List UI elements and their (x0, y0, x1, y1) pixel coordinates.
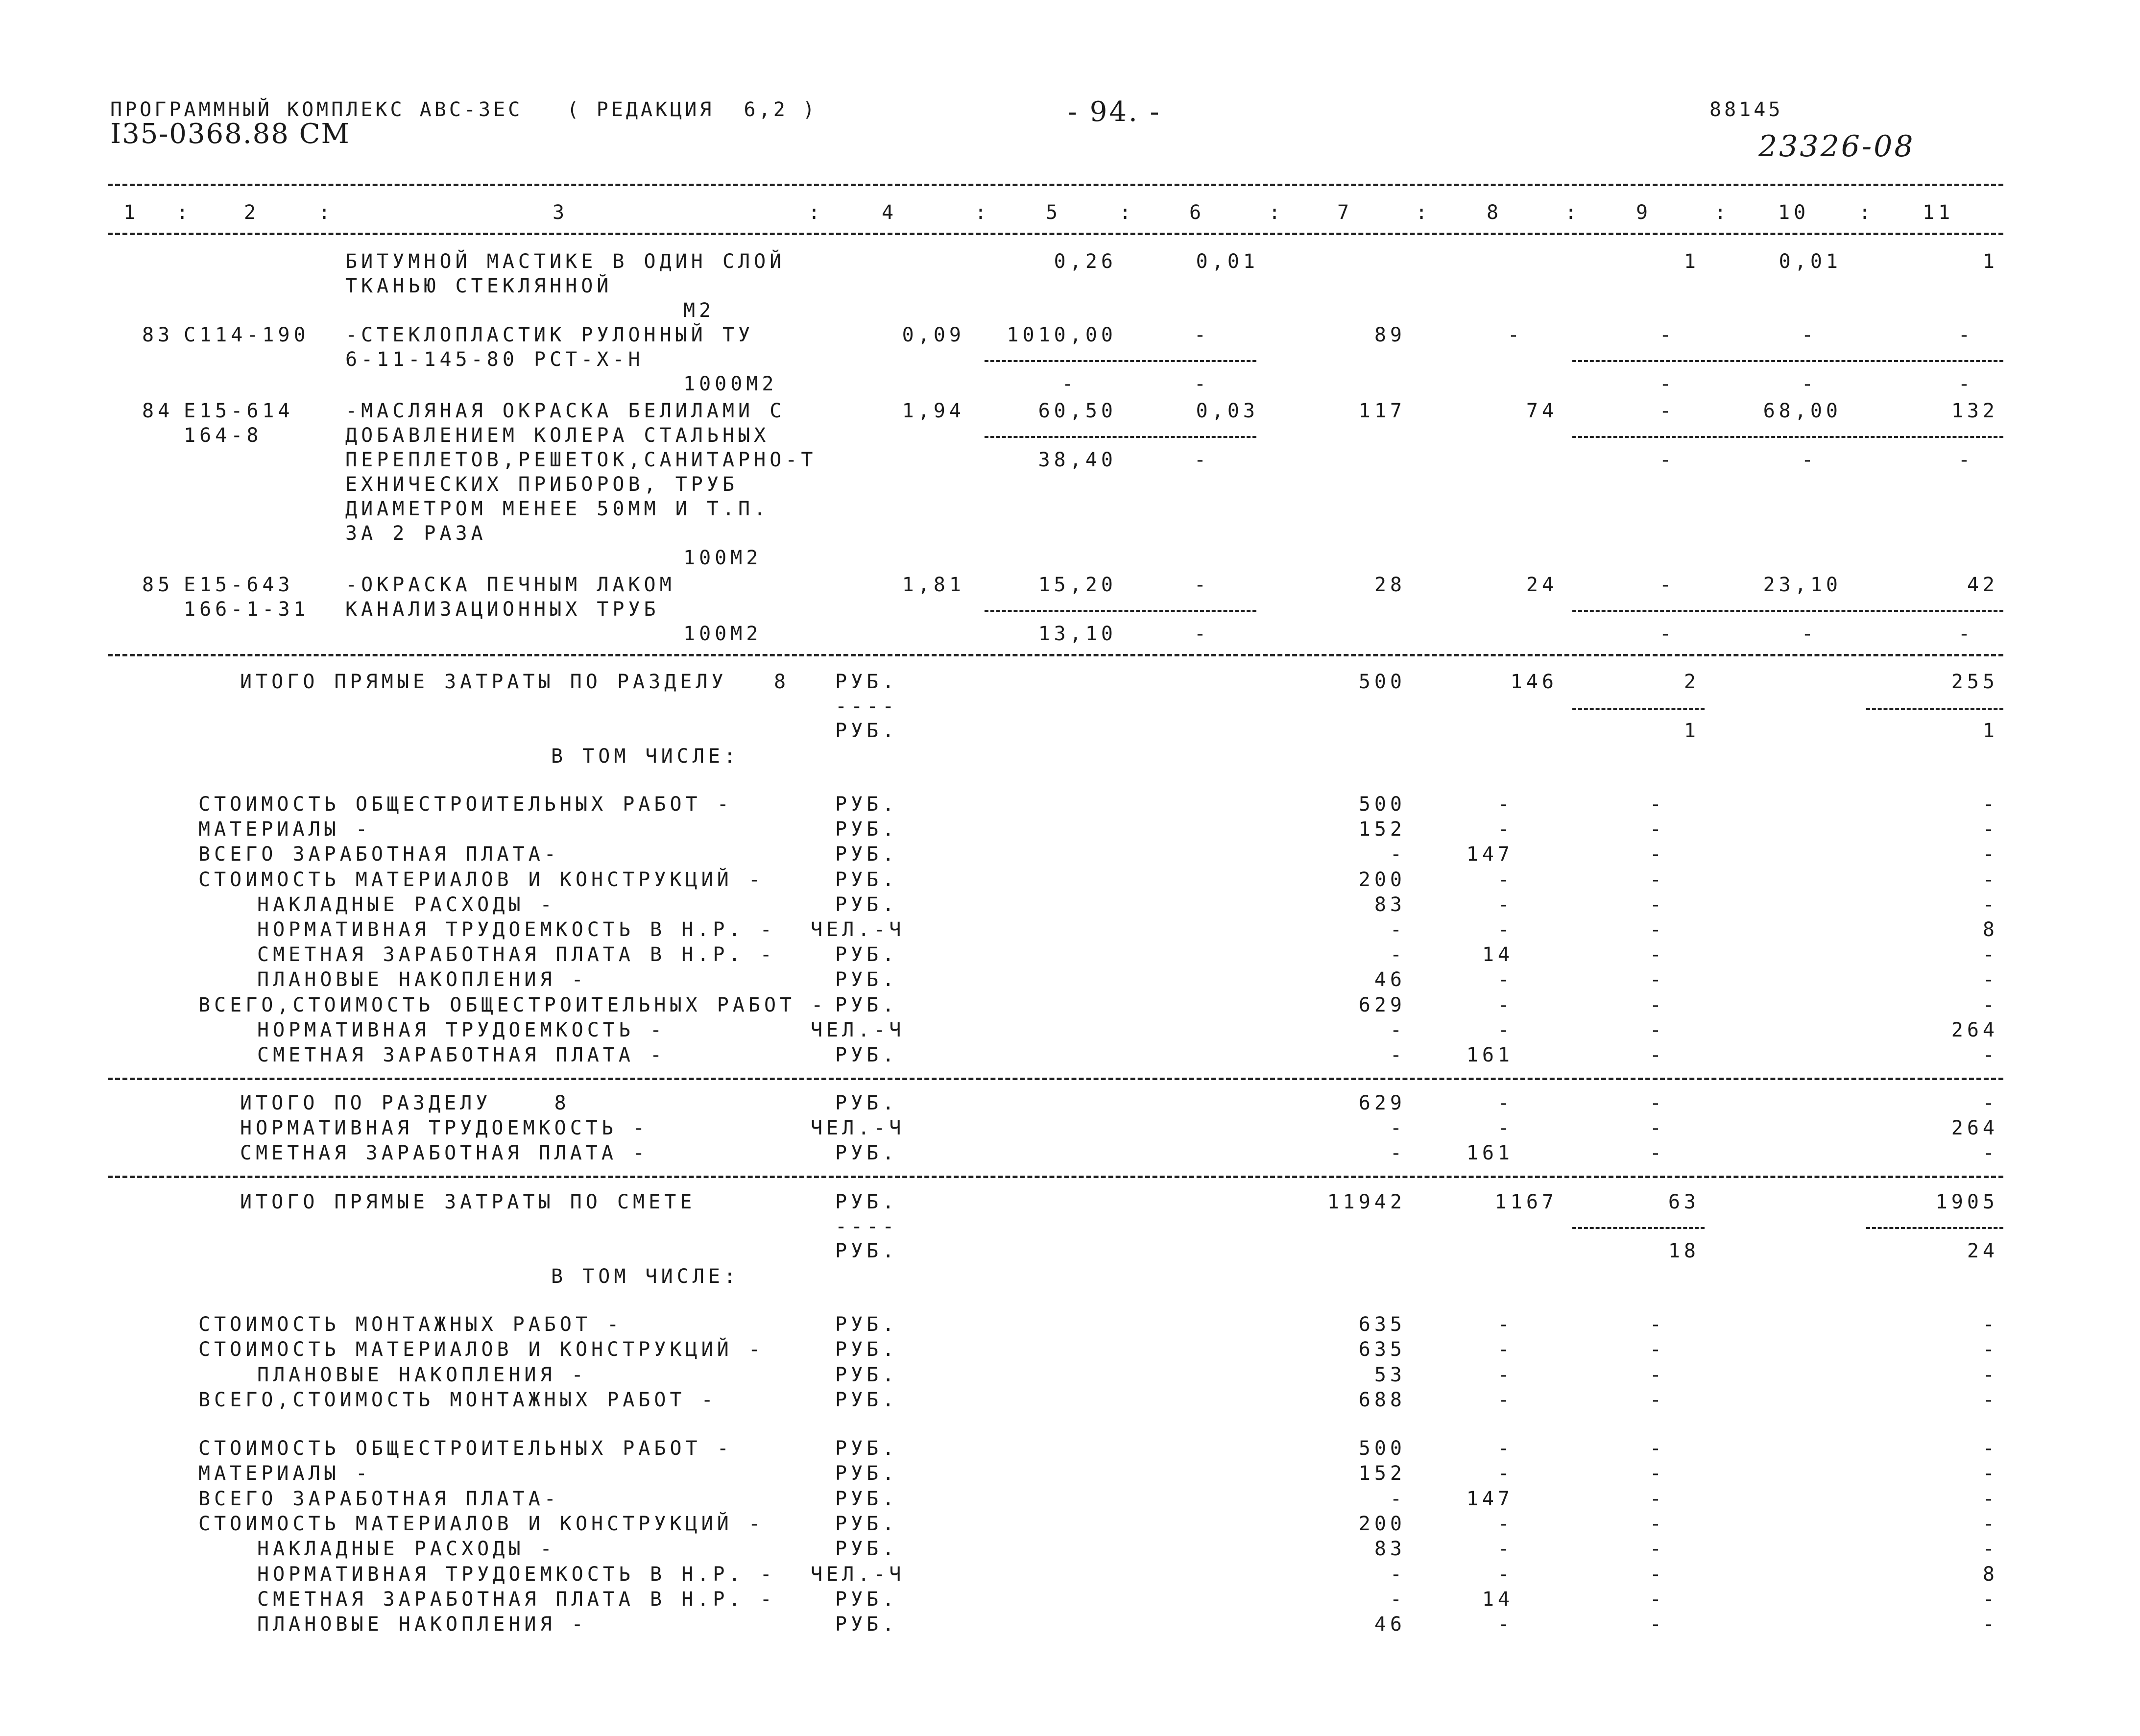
item-unit: РУБ. (835, 1487, 898, 1510)
cell-c11: 132 (1951, 400, 1998, 422)
cell-c7: 500 (1358, 793, 1406, 816)
cell-c7: 629 (1358, 993, 1406, 1016)
cell-c11: - (1982, 1338, 1998, 1361)
item-unit: ЧЕЛ.-Ч (811, 1117, 905, 1139)
section-total-dash: ---- (835, 695, 898, 718)
cell-c11-b: - (1958, 449, 1974, 471)
cell-c7: 83 (1374, 1538, 1406, 1561)
cell-c8: 74 (1526, 400, 1558, 422)
cell-c7: 11942 (1327, 1191, 1406, 1213)
cell-c7: 635 (1358, 1338, 1406, 1361)
section-rule (108, 654, 2003, 656)
cell-c9: - (1649, 968, 1665, 991)
cell-c9: - (1649, 1363, 1665, 1386)
item-label: НОРМАТИВНАЯ ТРУДОЕМКОСТЬ В Н.Р. - (257, 1563, 776, 1586)
item-label: МАТЕРИАЛЫ - (198, 818, 371, 841)
cell-c4: 1,94 (902, 400, 965, 422)
cell-c7: 83 (1374, 893, 1406, 916)
including-label: В ТОМ ЧИСЛЕ: (551, 745, 740, 768)
cell-c8: 24 (1526, 574, 1558, 596)
item-label: ИТОГО ПО РАЗДЕЛУ 8 (240, 1092, 570, 1114)
row-number: 85 (142, 574, 174, 596)
cell-c11: - (1982, 1363, 1998, 1386)
sub-rule (1572, 610, 2003, 612)
row-description: ЕХНИЧЕСКИХ ПРИБОРОВ, ТРУБ (345, 473, 739, 496)
cell-c7: 688 (1358, 1388, 1406, 1411)
cell-c9: - (1659, 574, 1675, 596)
row-number: 83 (142, 324, 174, 346)
cell-c7: - (1390, 918, 1406, 941)
cell-c9: 63 (1668, 1191, 1700, 1213)
cell-c7: - (1390, 943, 1406, 966)
item-label: СТОИМОСТЬ ОБЩЕСТРОИТЕЛЬНЫХ РАБОТ - (198, 793, 733, 816)
item-label: НОРМАТИВНАЯ ТРУДОЕМКОСТЬ - (240, 1117, 649, 1139)
cell-c9: - (1649, 843, 1665, 866)
item-label: МАТЕРИАЛЫ - (198, 1462, 371, 1485)
cell-c7: 117 (1358, 400, 1406, 422)
item-label: СМЕТНАЯ ЗАРАБОТНАЯ ПЛАТА - (257, 1044, 666, 1066)
including-label: В ТОМ ЧИСЛЕ: (551, 1265, 740, 1288)
cell-c4: 1,81 (902, 574, 965, 596)
cell-c6: - (1194, 324, 1210, 346)
row-unit: 1000М2 (683, 373, 778, 395)
item-unit: РУБ. (835, 843, 898, 866)
cell-c8: - (1497, 1538, 1514, 1561)
item-label: ВСЕГО,СТОИМОСТЬ МОНТАЖНЫХ РАБОТ - (198, 1388, 717, 1411)
item-unit: РУБ. (835, 1437, 898, 1460)
cell-c8: - (1497, 1512, 1514, 1535)
cell-c7: 635 (1358, 1313, 1406, 1336)
row-unit: 100М2 (683, 623, 762, 645)
item-label: НАКЛАДНЫЕ РАСХОДЫ - (257, 893, 556, 916)
item-unit: РУБ. (835, 1142, 898, 1164)
cell-c6-b: - (1194, 449, 1210, 471)
item-unit: РУБ. (835, 868, 898, 891)
cell-c9: - (1649, 1117, 1665, 1139)
cell-c11: - (1982, 1512, 1998, 1535)
cell-c8: - (1497, 1117, 1514, 1139)
cell-c7: - (1390, 1018, 1406, 1041)
cell-c9: - (1649, 1588, 1665, 1611)
cell-c9: - (1649, 868, 1665, 891)
cell-c7: 46 (1374, 968, 1406, 991)
item-unit: РУБ. (835, 1044, 898, 1066)
cell-c11: - (1982, 1437, 1998, 1460)
cell-c9: - (1649, 893, 1665, 916)
item-unit: ЧЕЛ.-Ч (811, 1018, 905, 1041)
col-3-header: 3 (553, 201, 569, 224)
section-total-label: ИТОГО ПРЯМЫЕ ЗАТРАТЫ ПО РАЗДЕЛУ (240, 671, 727, 693)
cell-c10: 23,10 (1763, 574, 1842, 596)
item-label: ПЛАНОВЫЕ НАКОПЛЕНИЯ - (257, 968, 587, 991)
cell-c8: - (1497, 1388, 1514, 1411)
cell-c9: 1 (1683, 250, 1700, 273)
cell-c5: 1010,00 (1007, 324, 1117, 346)
cell-c8: 14 (1482, 1588, 1514, 1611)
cell-c8: - (1497, 818, 1514, 841)
col-separator: : (1714, 201, 1731, 224)
cell-c9: - (1649, 1092, 1665, 1114)
cell-c9: 2 (1683, 671, 1700, 693)
item-unit: РУБ. (835, 1388, 898, 1411)
cell-c9: - (1649, 1613, 1665, 1636)
cell-c7: 500 (1358, 671, 1406, 693)
cell-c8: - (1497, 1437, 1514, 1460)
cell-c8: - (1497, 968, 1514, 991)
program-title: ПРОГРАММНЫЙ КОМПЛЕКС АВС-3ЕС ( РЕДАКЦИЯ 6,2 ) (110, 98, 818, 121)
cell-c9: - (1649, 993, 1665, 1016)
cell-c8: 147 (1466, 1487, 1514, 1510)
row-code-2: 166-1-31 (184, 598, 310, 621)
cell-c11: 264 (1951, 1018, 1998, 1041)
item-label: СТОИМОСТЬ МАТЕРИАЛОВ И КОНСТРУКЦИЙ - (198, 1338, 764, 1361)
cell-c9: - (1659, 400, 1675, 422)
cell-c10-b: - (1801, 373, 1817, 395)
cell-c11: - (1982, 943, 1998, 966)
cell-c11: - (1982, 968, 1998, 991)
cell-c10: 0,01 (1779, 250, 1842, 273)
item-unit: РУБ. (835, 1363, 898, 1386)
col-separator: : (176, 201, 192, 224)
cell-c6: 0,01 (1196, 250, 1259, 273)
cell-c7: 200 (1358, 868, 1406, 891)
cell-c11: - (1982, 1588, 1998, 1611)
item-label: ВСЕГО ЗАРАБОТНАЯ ПЛАТА- (198, 1487, 560, 1510)
col-1-header: 1 (123, 201, 140, 224)
cell-c4: 0,09 (902, 324, 965, 346)
cell-c8: - (1497, 1018, 1514, 1041)
cell-c7: 53 (1374, 1363, 1406, 1386)
col-separator: : (1565, 201, 1581, 224)
cell-c11: - (1982, 1388, 1998, 1411)
estimate-total-label: ИТОГО ПРЯМЫЕ ЗАТРАТЫ ПО СМЕТЕ (240, 1191, 696, 1213)
item-label: НАКЛАДНЫЕ РАСХОДЫ - (257, 1538, 556, 1561)
col-separator: : (808, 201, 824, 224)
cell-c7: - (1390, 1117, 1406, 1139)
cell-c8: - (1497, 1338, 1514, 1361)
col-separator: : (1119, 201, 1135, 224)
cell-c8: - (1497, 918, 1514, 941)
cell-c11: - (1982, 1487, 1998, 1510)
item-unit: РУБ. (835, 1092, 898, 1114)
item-unit: РУБ. (835, 1588, 898, 1611)
item-label: СМЕТНАЯ ЗАРАБОТНАЯ ПЛАТА - (240, 1142, 649, 1164)
cell-c7: - (1390, 1044, 1406, 1066)
cell-c11: 8 (1982, 918, 1998, 941)
cell-c9: - (1649, 1388, 1665, 1411)
cell-c8: 146 (1510, 671, 1558, 693)
cell-c7: - (1390, 843, 1406, 866)
cell-c7: - (1390, 1487, 1406, 1510)
cell-c7: - (1390, 1563, 1406, 1586)
item-label: ПЛАНОВЫЕ НАКОПЛЕНИЯ - (257, 1363, 587, 1386)
cell-c11: 1905 (1935, 1191, 1998, 1213)
item-unit: РУБ. (835, 1512, 898, 1535)
item-label: СТОИМОСТЬ МОНТАЖНЫХ РАБОТ - (198, 1313, 623, 1336)
col-separator: : (1416, 201, 1432, 224)
col-11-header: 11 (1923, 201, 1954, 224)
col-4-header: 4 (882, 201, 898, 224)
item-label: НОРМАТИВНАЯ ТРУДОЕМКОСТЬ - (257, 1018, 666, 1041)
sub-rule (1866, 708, 2003, 710)
cell-c11: - (1982, 793, 1998, 816)
cell-c9: - (1649, 1512, 1665, 1535)
cell-c9-b: - (1659, 449, 1675, 471)
row-description: КАНАЛИЗАЦИОННЫХ ТРУБ (345, 598, 660, 621)
col-separator: : (1269, 201, 1285, 224)
sub-rule (1572, 1227, 1705, 1229)
cell-c7: 200 (1358, 1512, 1406, 1535)
col-5-header: 5 (1046, 201, 1062, 224)
cell-c7: 629 (1358, 1092, 1406, 1114)
item-unit: ЧЕЛ.-Ч (811, 1563, 905, 1586)
cell-c6-b: - (1194, 373, 1210, 395)
cell-c9: - (1649, 1563, 1665, 1586)
cell-c8: - (1497, 1462, 1514, 1485)
cell-c8: - (1507, 324, 1523, 346)
cell-c9: - (1649, 1338, 1665, 1361)
row-code: С114-190 (184, 324, 310, 346)
item-unit: РУБ. (835, 943, 898, 966)
row-description: 6-11-145-80 РСТ-Х-Н (345, 348, 644, 371)
cell-c7: 152 (1358, 818, 1406, 841)
cell-c8: - (1497, 1313, 1514, 1336)
cell-c7: 46 (1374, 1613, 1406, 1636)
cell-c7: 89 (1374, 324, 1406, 346)
cell-c9-b: - (1659, 623, 1675, 645)
sub-rule (985, 360, 1256, 362)
cell-c11: - (1982, 818, 1998, 841)
cell-c9: - (1649, 1142, 1665, 1164)
section-rule (108, 1078, 2003, 1080)
row-description: ДИАМЕТРОМ МЕНЕЕ 50ММ И Т.П. (345, 498, 770, 520)
document-number: 88145 (1709, 98, 1783, 121)
cell-c11-b: - (1958, 623, 1974, 645)
cell-c10: 68,00 (1763, 400, 1842, 422)
item-unit: РУБ. (835, 1538, 898, 1561)
cell-c7: - (1390, 1588, 1406, 1611)
item-unit: РУБ. (835, 893, 898, 916)
cell-c8: - (1497, 1563, 1514, 1586)
cell-c6: 0,03 (1196, 400, 1259, 422)
cell-c8: - (1497, 1363, 1514, 1386)
cell-c8: - (1497, 893, 1514, 916)
col-10-header: 10 (1778, 201, 1810, 224)
cell-c9: - (1649, 918, 1665, 941)
section-total-unit: РУБ. (835, 671, 898, 693)
sub-rule (985, 436, 1256, 438)
cell-c9: - (1649, 943, 1665, 966)
cell-c10: - (1801, 324, 1817, 346)
cell-c11: - (1982, 1142, 1998, 1164)
cell-c8: 161 (1466, 1044, 1514, 1066)
row-number: 84 (142, 400, 174, 422)
cell-c9: - (1649, 1044, 1665, 1066)
cell-c11: - (1982, 1538, 1998, 1561)
cell-c7: 152 (1358, 1462, 1406, 1485)
cell-c11-b: 1 (1982, 720, 1998, 742)
sub-rule (1572, 708, 1705, 710)
row-code-2: 164-8 (184, 424, 263, 447)
row-description: -МАСЛЯНАЯ ОКРАСКА БЕЛИЛАМИ С (345, 400, 786, 422)
col-separator: : (975, 201, 991, 224)
row-description: ДОБАВЛЕНИЕМ КОЛЕРА СТАЛЬНЫХ (345, 424, 770, 447)
sub-rule (1866, 1227, 2003, 1229)
cell-c11: - (1982, 1462, 1998, 1485)
item-label: ВСЕГО ЗАРАБОТНАЯ ПЛАТА- (198, 843, 560, 866)
page-number: - 94. - (1068, 96, 1161, 128)
cell-c9: - (1649, 818, 1665, 841)
cell-c8: - (1497, 793, 1514, 816)
cell-c5: 0,26 (1054, 250, 1117, 273)
estimate-total-unit-2: РУБ. (835, 1240, 898, 1262)
row-description: ТКАНЬЮ СТЕКЛЯННОЙ (345, 275, 613, 297)
sub-rule (1572, 360, 2003, 362)
cell-c5-b: 13,10 (1038, 623, 1117, 645)
cell-c11: - (1958, 324, 1974, 346)
cell-c9: - (1649, 793, 1665, 816)
col-8-header: 8 (1487, 201, 1503, 224)
col-separator: : (1859, 201, 1875, 224)
cell-c9-b: 18 (1668, 1240, 1700, 1262)
item-unit: РУБ. (835, 793, 898, 816)
row-code: Е15-614 (184, 400, 294, 422)
cell-c8: 14 (1482, 943, 1514, 966)
top-rule (108, 184, 2003, 186)
cell-c10-b: - (1801, 623, 1817, 645)
header-rule (108, 233, 2003, 235)
cell-c8: 147 (1466, 843, 1514, 866)
cell-c9-b: 1 (1683, 720, 1700, 742)
cell-c8: 161 (1466, 1142, 1514, 1164)
col-6-header: 6 (1189, 201, 1205, 224)
cell-c7: 500 (1358, 1437, 1406, 1460)
cell-c11: - (1982, 1044, 1998, 1066)
cell-c6: - (1194, 574, 1210, 596)
item-unit: РУБ. (835, 993, 898, 1016)
cell-c7: - (1390, 1142, 1406, 1164)
cell-c11: 1 (1982, 250, 1998, 273)
row-description: -СТЕКЛОПЛАСТИК РУЛОННЫЙ ТУ (345, 324, 754, 346)
cell-c11: - (1982, 993, 1998, 1016)
sub-rule (985, 610, 1256, 612)
item-unit: РУБ. (835, 818, 898, 841)
col-2-header: 2 (244, 201, 260, 224)
cell-c11: 42 (1967, 574, 1998, 596)
item-unit: РУБ. (835, 1462, 898, 1485)
cell-c5: 60,50 (1038, 400, 1117, 422)
estimate-total-dash: ---- (835, 1215, 898, 1238)
section-rule (108, 1176, 2003, 1178)
cell-c11: 264 (1951, 1117, 1998, 1139)
item-unit: РУБ. (835, 1313, 898, 1336)
col-7-header: 7 (1337, 201, 1353, 224)
item-label: СМЕТНАЯ ЗАРАБОТНАЯ ПЛАТА В Н.Р. - (257, 1588, 776, 1611)
cell-c11: 255 (1951, 671, 1998, 693)
cell-c8: 1167 (1494, 1191, 1558, 1213)
item-label: СТОИМОСТЬ ОБЩЕСТРОИТЕЛЬНЫХ РАБОТ - (198, 1437, 733, 1460)
cell-c8: - (1497, 1613, 1514, 1636)
item-label: СМЕТНАЯ ЗАРАБОТНАЯ ПЛАТА В Н.Р. - (257, 943, 776, 966)
item-label: ВСЕГО,СТОИМОСТЬ ОБЩЕСТРОИТЕЛЬНЫХ РАБОТ - (198, 993, 827, 1016)
row-description: -ОКРАСКА ПЕЧНЫМ ЛАКОМ (345, 574, 675, 596)
row-unit: М2 (683, 299, 715, 322)
cell-c11: - (1982, 868, 1998, 891)
section-total-number: 8 (774, 671, 790, 693)
cell-c11: - (1982, 843, 1998, 866)
cell-c8: - (1497, 868, 1514, 891)
cell-c9: - (1659, 324, 1675, 346)
sub-rule (1572, 436, 2003, 438)
section-total-unit-2: РУБ. (835, 720, 898, 742)
handwritten-number: 23326-08 (1758, 129, 1915, 164)
cell-c9: - (1649, 1487, 1665, 1510)
cell-c10-b: - (1801, 449, 1817, 471)
row-description: БИТУМНОЙ МАСТИКЕ В ОДИН СЛОЙ (345, 250, 786, 273)
cell-c7: 28 (1374, 574, 1406, 596)
cell-c11: - (1982, 1613, 1998, 1636)
row-description: ПЕРЕПЛЕТОВ,РЕШЕТОК,САНИТАРНО-Т (345, 449, 817, 471)
cell-c11: 8 (1982, 1563, 1998, 1586)
cell-c9: - (1649, 1437, 1665, 1460)
item-label: СТОИМОСТЬ МАТЕРИАЛОВ И КОНСТРУКЦИЙ - (198, 1512, 764, 1535)
item-unit: ЧЕЛ.-Ч (811, 918, 905, 941)
cell-c9: - (1649, 1313, 1665, 1336)
cell-c11: - (1982, 1313, 1998, 1336)
item-unit: РУБ. (835, 1338, 898, 1361)
col-9-header: 9 (1636, 201, 1652, 224)
cell-c8: - (1497, 993, 1514, 1016)
col-separator: : (318, 201, 335, 224)
item-unit: РУБ. (835, 968, 898, 991)
cell-c9-b: - (1659, 373, 1675, 395)
cell-c11: - (1982, 893, 1998, 916)
cell-c9: - (1649, 1462, 1665, 1485)
cell-c5-b: - (1061, 373, 1078, 395)
row-code: Е15-643 (184, 574, 294, 596)
cell-c8: - (1497, 1092, 1514, 1114)
estimate-total-unit: РУБ. (835, 1191, 898, 1213)
cell-c11-b: 24 (1967, 1240, 1998, 1262)
row-unit: 100М2 (683, 547, 762, 569)
cell-c11-b: - (1958, 373, 1974, 395)
cell-c5: 15,20 (1038, 574, 1117, 596)
item-label: СТОИМОСТЬ МАТЕРИАЛОВ И КОНСТРУКЦИЙ - (198, 868, 764, 891)
row-description: ЗА 2 РАЗА (345, 522, 487, 545)
cell-c6-b: - (1194, 623, 1210, 645)
cell-c9: - (1649, 1018, 1665, 1041)
cell-c5-b: 38,40 (1038, 449, 1117, 471)
cell-c9: - (1649, 1538, 1665, 1561)
item-label: НОРМАТИВНАЯ ТРУДОЕМКОСТЬ В Н.Р. - (257, 918, 776, 941)
item-label: ПЛАНОВЫЕ НАКОПЛЕНИЯ - (257, 1613, 587, 1636)
item-unit: РУБ. (835, 1613, 898, 1636)
cell-c11: - (1982, 1092, 1998, 1114)
document-code: I35-0368.88 СМ (110, 118, 350, 150)
